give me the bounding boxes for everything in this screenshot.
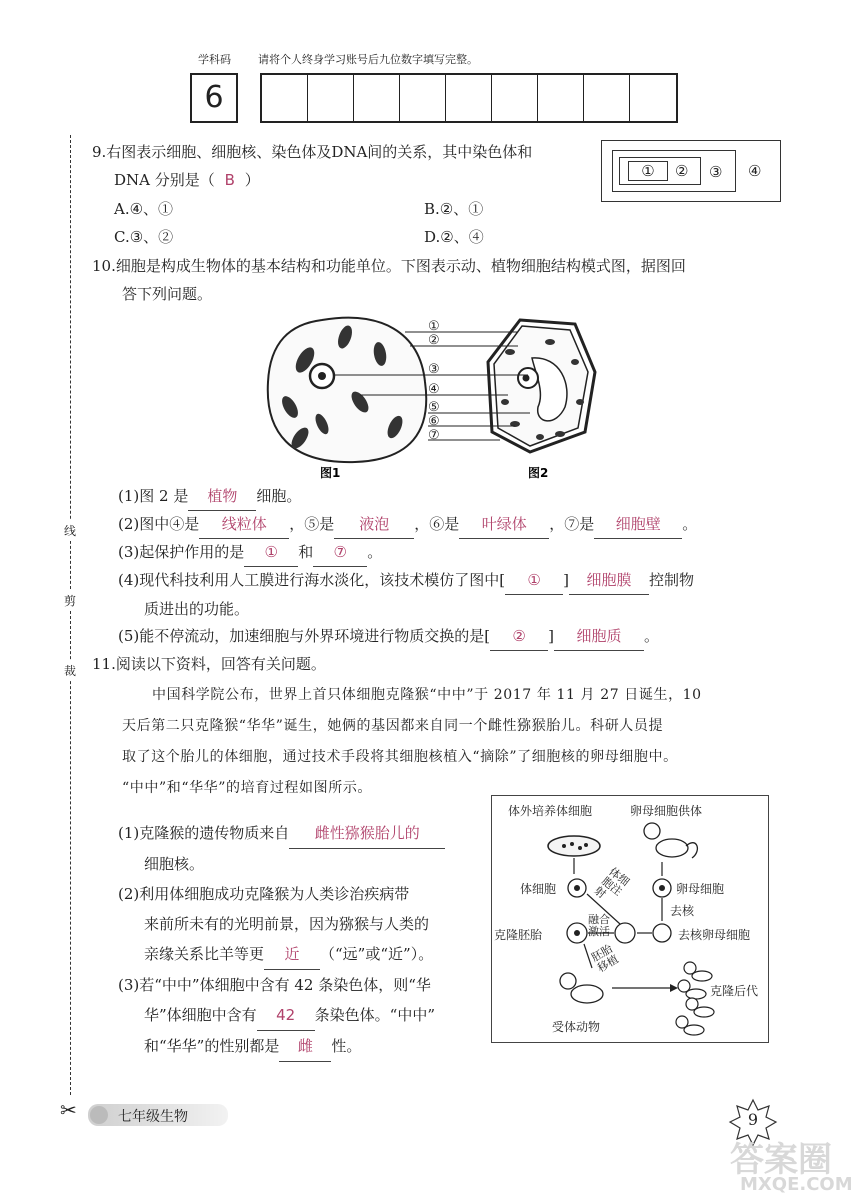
watermark-bottom: MXQE.COM [740,1174,853,1195]
q9-nested-diagram [601,140,781,202]
subject-code-value: 6 [204,80,224,115]
q9-label-3: ③ [709,163,723,181]
q9-option-c: C.③、② [114,228,174,246]
q9-stem-line1: 9.右图表示细胞、细胞核、染色体及DNA间的关系，其中染色体和 [92,143,533,161]
q10-part2: (2)图中④是 线粒体 ，⑤是 液泡 ，⑥是 叶绿体 ，⑦是 细胞壁 。 [118,510,697,539]
q10-p2-answer-5: 液泡 [334,510,414,539]
q10-figure-labels [428,320,440,443]
q10-p5-number: ② [490,622,548,651]
q9-label-2: ② [675,162,689,180]
account-digit-cell[interactable] [308,75,354,121]
q10-part4: (4)现代科技利用人工膜进行海水淡化，该技术模仿了图中[ ① ] 细胞膜 控制物 质进出的功能。 [118,566,788,623]
watermark-top: 答案圈 [730,1140,832,1180]
q10-p2-answer-6: 叶绿体 [459,510,549,539]
label-cultured-somatic: 体外培养体细胞 [508,804,593,818]
q9-answer: B [224,171,235,189]
account-digit-cell[interactable] [492,75,538,121]
fig-label-1: ① [428,319,440,334]
q10-p4-number: ① [505,566,563,595]
q10-stem: 10.细胞是构成生物体的基本结构和功能单位。下图表示动、植物细胞结构模式图，据图回 答下列问题。 [92,257,686,303]
scissors-icon: ✂ [60,1098,77,1122]
q10-p2-answer-7: 细胞壁 [594,510,682,539]
q10-part1: (1)图 2 是 植物 细胞。 [118,482,301,511]
q11-part3-line2: 华”体细胞中含有 42 条染色体。“中中” [118,1000,478,1031]
account-digit-cell[interactable] [584,75,630,121]
fig1-caption: 图1 [320,466,341,480]
q11-stem: 11.阅读以下资料，回答有关问题。 [92,655,326,673]
q10-p1-answer: 植物 [188,482,256,511]
label-somatic-cell: 体细胞 [520,882,557,896]
fig-label-3: ③ [428,362,440,377]
fig-label-5: ⑤ [428,400,440,415]
q9-label-1: ① [628,161,668,181]
account-digit-cell[interactable] [354,75,400,121]
label-cloned-embryo: 克隆胚胎 [494,928,543,942]
account-number-boxes[interactable] [260,73,678,123]
label-fusion-activation: 融合激活 [588,913,610,938]
q10-p3-answer-1: ① [244,538,298,567]
fig-label-6: ⑥ [428,414,440,429]
q11-passage: 中国科学院公布，世界上首只体细胞克隆猴“中中”于 2017 年 11 月 27 日诞生，10 天后第二只克隆猴“华华”诞生，她俩的基因都来自同一个雌性猕猴胎儿。科研人员提 取了这个胎儿的体细胞，通过技术手段将其细胞核植入“摘除”了细胞核的卵母细胞中。 “中中”和“华华”的培育过程如图所示。 [122,687,702,796]
q10-p4-name: 细胞膜 [569,566,649,595]
cut-line [70,135,71,1095]
account-instruction: 请将个人终身学习账号后九位数字填写完整。 [258,53,478,66]
q10-p3-answer-2: ⑦ [313,538,367,567]
label-recipient: 受体动物 [552,1020,601,1034]
page-number: 9 [747,1110,759,1129]
label-clone-offspring: 克隆后代 [710,984,759,998]
q11-p3-answer2: 雌 [279,1031,331,1062]
q10-part3: (3)起保护作用的是 ① 和 ⑦ 。 [118,538,382,567]
q9-label-4: ④ [748,162,762,180]
subject-code-label: 学科码 [198,53,231,66]
account-digit-cell[interactable] [446,75,492,121]
q9-option-d: D.②、④ [424,228,484,246]
subject-code-box [190,73,238,123]
q11-parts: (1)克隆猴的遗传物质来自 雌性猕猴胎儿的 细胞核。 (2)利用体细胞成功克隆猴为人类诊治疾病带 来前所未有的光明前景，因为猕猴与人类的 亲缘关系比羊等更 近 （“远”或“近”）。 (3)若“中中”体细胞中含有 42 条染色体，则“华 华”体细胞中含有 42 条染色体。“中中” 和“华华”的性别都是 雌 性。 [118,818,478,1062]
q9-option-a: A.④、① [114,200,174,218]
label-oocyte: 卵母细胞 [676,882,725,896]
fig2-caption: 图2 [528,466,549,480]
account-digit-cell[interactable] [630,75,676,121]
q9-stem [92,138,602,194]
cut-label-cut: 剪 [62,590,78,611]
account-digit-cell[interactable] [400,75,446,121]
label-enucleated-oocyte: 去核卵母细胞 [678,928,751,942]
q9-stem-line2: DNA 分别是（ B ） [92,166,602,194]
q10-p2-answer-4: 线粒体 [199,510,289,539]
fig-label-7: ⑦ [428,428,440,443]
cloning-flow-graphics [492,796,770,1044]
cut-label-line: 线 [62,520,78,541]
footer-badge-icon [90,1106,108,1124]
q10-p5-name: 细胞质 [554,622,644,651]
label-embryo-transfer: 胚胎移植 [589,942,621,975]
q10-cell-figure [260,312,620,480]
label-oocyte-donor: 卵母细胞供体 [630,804,703,818]
label-enucleate: 去核 [670,904,695,918]
q11-part1: (1)克隆猴的遗传物质来自 雌性猕猴胎儿的 [118,818,478,849]
account-digit-cell[interactable] [538,75,584,121]
fig-label-4: ④ [428,382,440,397]
q9-option-b: B.②、① [424,200,484,218]
q11-part2-line3: 亲缘关系比羊等更 近 （“远”或“近”）。 [118,939,478,970]
account-digit-cell[interactable] [262,75,308,121]
fig-label-2: ② [428,333,440,348]
q11-p3-answer1: 42 [257,1000,315,1031]
q11-part3-line3: 和“华华”的性别都是 雌 性。 [118,1031,478,1062]
label-somatic-injection: 体细胞注射 [591,865,632,901]
q11-cloning-diagram [491,795,769,1043]
q11-p1-answer: 雌性猕猴胎儿的 [289,818,445,849]
q10-part5: (5)能不停流动，加速细胞与外界环境进行物质交换的是[ ② ] 细胞质 。 [118,622,659,651]
q11-p2-answer: 近 [264,939,320,970]
cut-label-trim: 裁 [62,660,78,681]
footer-book-title: 七年级生物 [88,1104,228,1126]
